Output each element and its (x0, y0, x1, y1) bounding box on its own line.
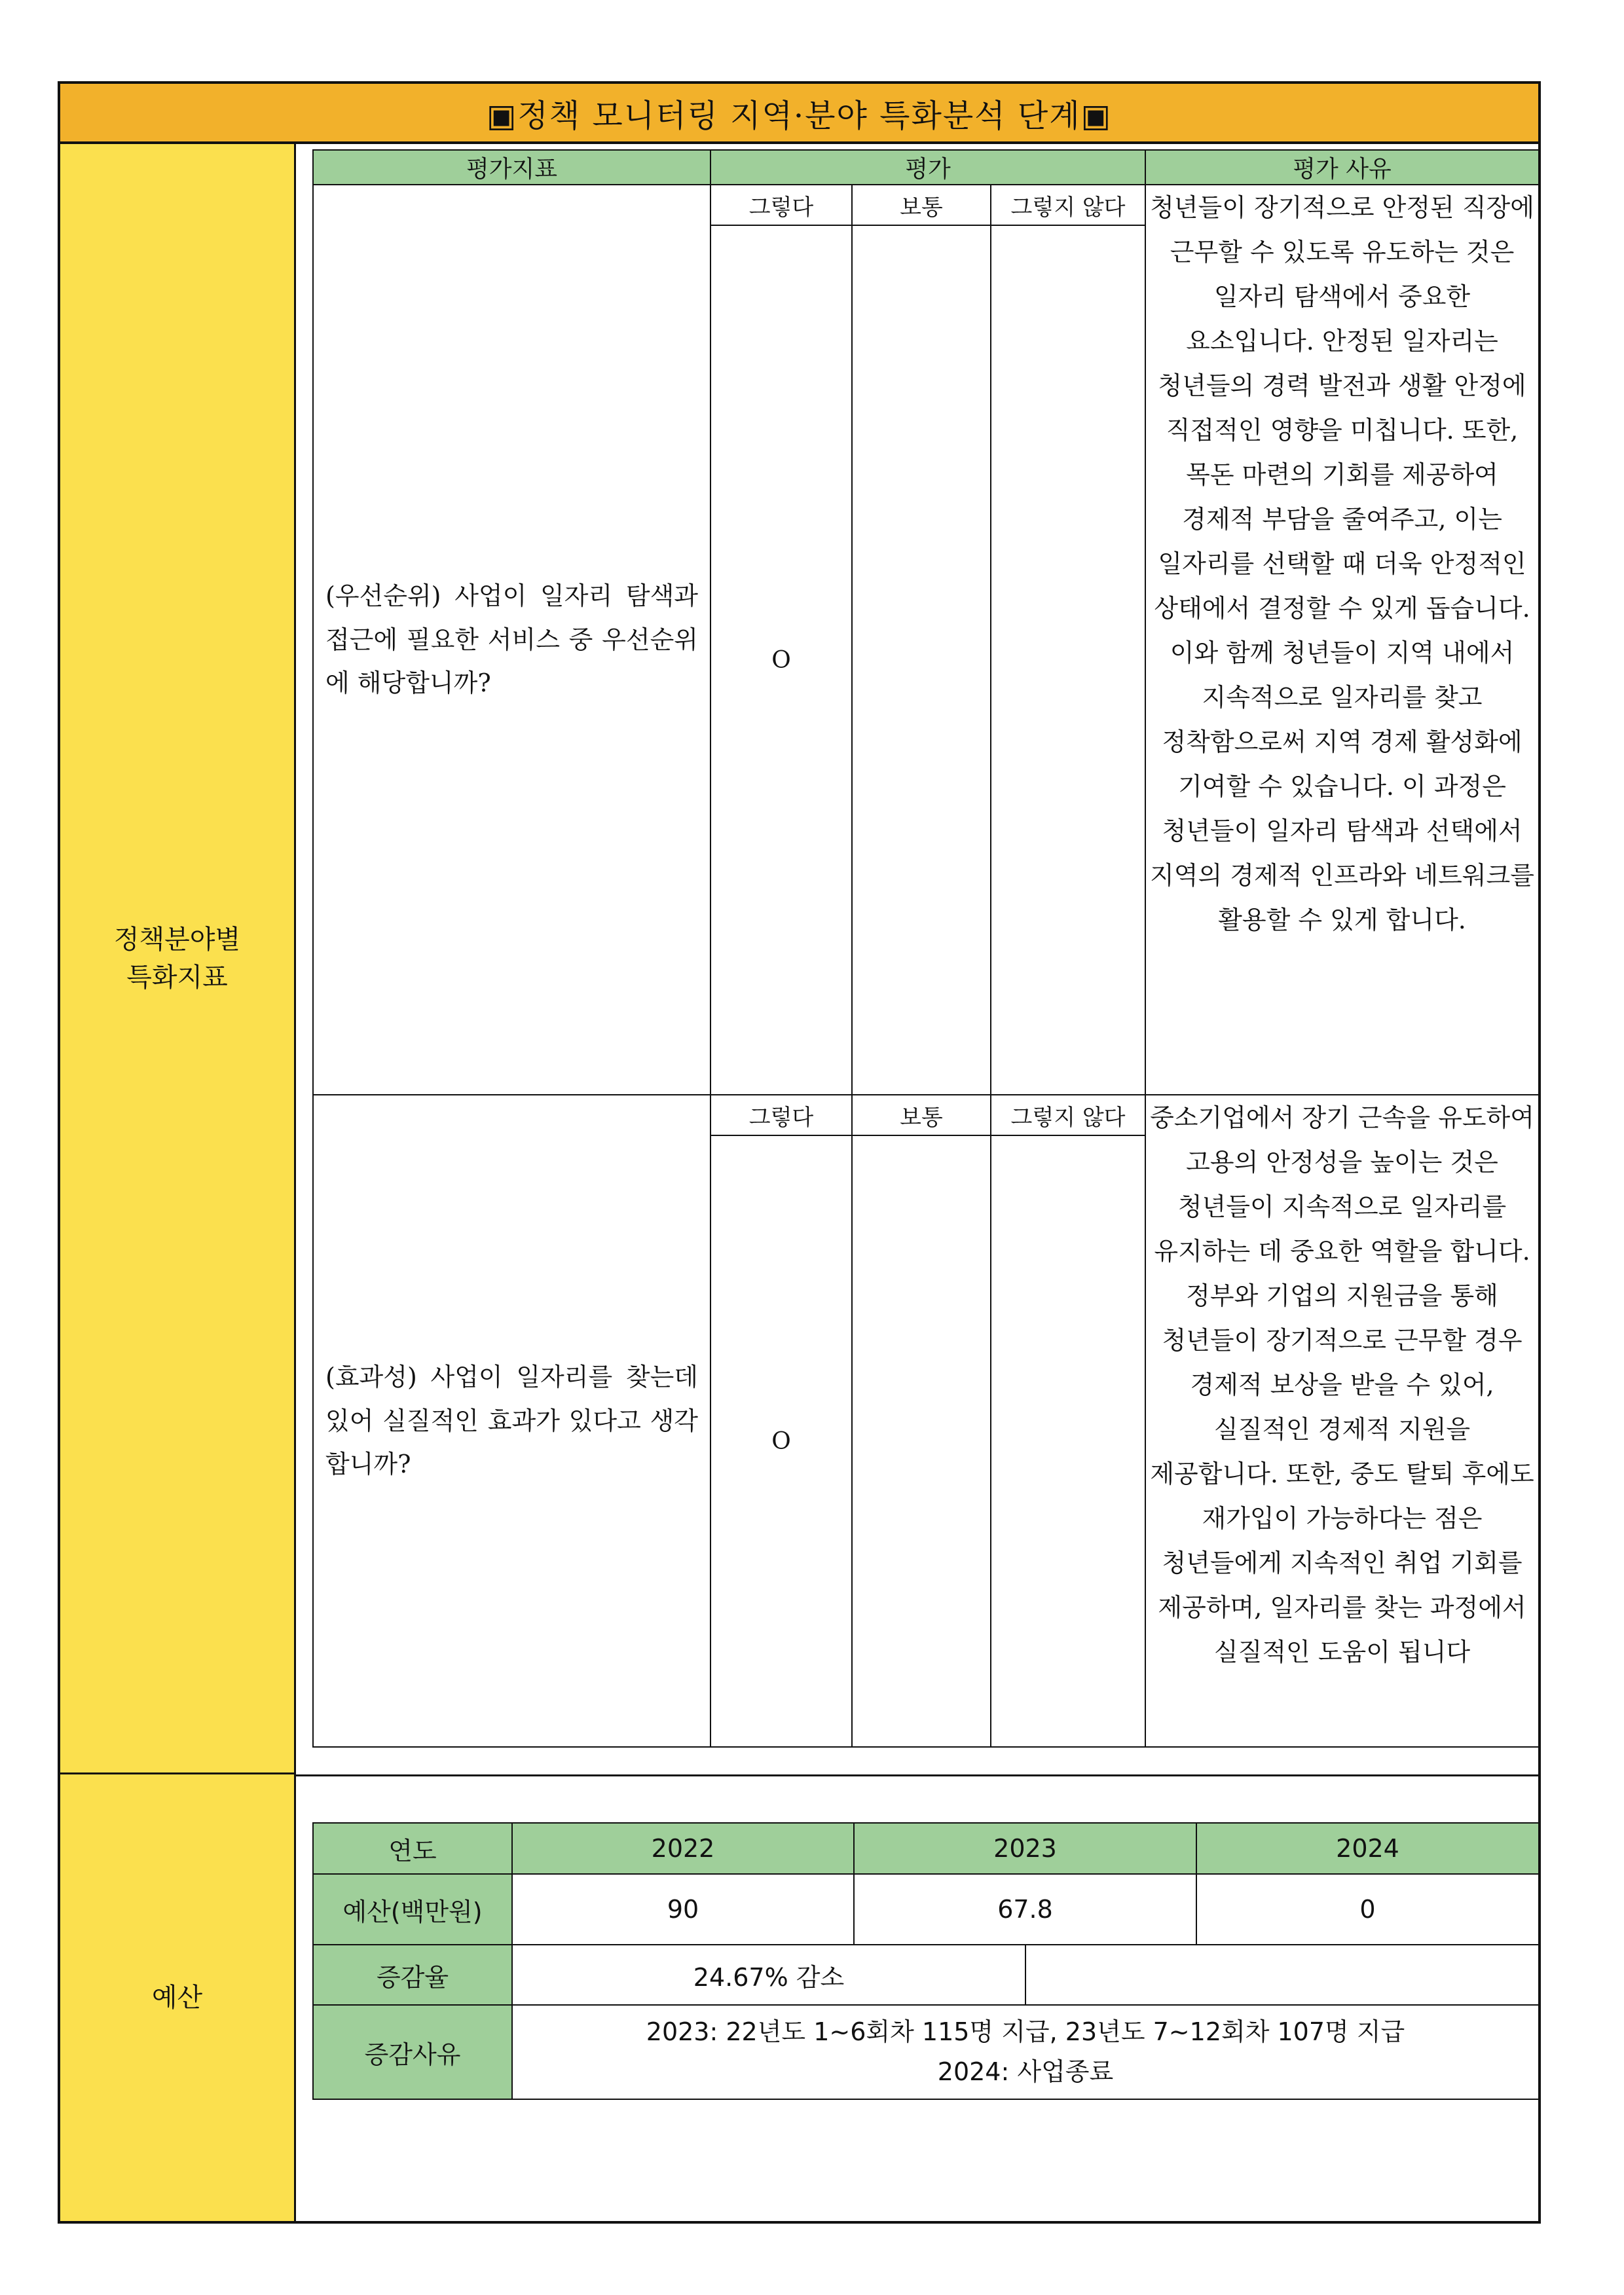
section-label-text: 정책분야별 특화지표 (113, 924, 241, 993)
document-frame (58, 81, 1541, 2224)
rate-row (313, 1945, 1539, 2005)
mark-yes: O (710, 1135, 852, 1747)
indicator-question: (효과성) 사업이 일자리를 찾는데 있어 실질적인 효과가 있다고 생각합니까? (313, 1095, 710, 1747)
header-evaluation: 평가 (710, 150, 1145, 185)
reason-row (313, 2005, 1539, 2099)
options-row (313, 1095, 1539, 1135)
options-row (313, 185, 1539, 225)
change-reason-label: 증감사유 (313, 2005, 512, 2099)
budget-2022: 90 (512, 1874, 854, 1945)
change-reason-value (512, 2005, 1539, 2099)
year-2024: 2024 (1196, 1823, 1539, 1874)
evaluation-table (312, 149, 1540, 1748)
evaluation-reason: 청년들이 장기적으로 안정된 직장에 근무할 수 있도록 유도하는 것은 일자리 탐색에서 중요한 요소입니다. 안정된 일자리는 청년들의 경력 발전과 생활 안정에 직접적인 영향을 미칩니다. 또한, 목돈 마련의 기회를 제공하여 경제적 부담을 줄여주고, 이는 일자리를 선택할 때 더욱 안정적인 상태에서 결정할 수 있게 돕습니다. 이와 함께 청년들이 지역 내에서 지속적으로 일자리를 찾고 정착함으로써 지역 경제 활성화에 기여할 수 있습니다. 이 과정은 청년들이 일자리 탐색과 선택에서 지역의 경제적 인프라와 네트워크를 활용할 수 있게 합니다. (1145, 185, 1539, 1095)
header-reason: 평가 사유 (1145, 150, 1539, 185)
mark-no (991, 225, 1145, 1095)
page-title: ▣정책 모니터링 지역·분야 특화분석 단계▣ (60, 84, 1538, 144)
table-header-row (313, 150, 1539, 185)
evaluation-reason: 중소기업에서 장기 근속을 유도하여 고용의 안정성을 높이는 것은 청년들이 지속적으로 일자리를 유지하는 데 중요한 역할을 합니다. 정부와 기업의 지원금을 통해 청년들이 장기적으로 근무할 경우 경제적 보상을 받을 수 있어, 실질적인 경제적 지원을 제공합니다. 또한, 중도 탈퇴 후에도 재가입이 가능하다는 점은 청년들에게 지속적인 취업 기회를 제공하며, 일자리를 찾는 과정에서 실질적인 도움이 됩니다 (1145, 1095, 1539, 1747)
section-divider (296, 1774, 1538, 1776)
section-label-budget (60, 1774, 296, 2221)
section-label-text: 예산 (151, 1983, 203, 2013)
mark-no (991, 1135, 1145, 1747)
budget-label: 예산(백만원) (313, 1874, 512, 1945)
section-label-specialized-indicators (60, 144, 296, 1774)
year-2023: 2023 (854, 1823, 1196, 1874)
option-no: 그렇지 않다 (991, 1095, 1145, 1135)
mark-yes: O (710, 225, 852, 1095)
year-label: 연도 (313, 1823, 512, 1874)
option-yes: 그렇다 (710, 185, 852, 225)
budget-table (312, 1822, 1540, 2100)
year-row (313, 1823, 1539, 1874)
change-reason-line: 2023: 22년도 1~6회차 115명 지급, 23년도 7~12회차 107명 지급 (646, 2017, 1405, 2047)
header-indicator: 평가지표 (313, 150, 710, 185)
option-yes: 그렇다 (710, 1095, 852, 1135)
change-reason-line: 2024: 사업종료 (937, 2057, 1114, 2086)
rate-value: 24.67% 감소 (512, 1945, 1025, 2005)
mark-neutral (852, 225, 991, 1095)
mark-neutral (852, 1135, 991, 1747)
year-2022: 2022 (512, 1823, 854, 1874)
budget-row (313, 1874, 1539, 1945)
option-no: 그렇지 않다 (991, 185, 1145, 225)
rate-label: 증감율 (313, 1945, 512, 2005)
indicator-question: (우선순위) 사업이 일자리 탐색과 접근에 필요한 서비스 중 우선순위에 해당합니까? (313, 185, 710, 1095)
rate-empty (1025, 1945, 1539, 2005)
option-neutral: 보통 (852, 185, 991, 225)
budget-2023: 67.8 (854, 1874, 1196, 1945)
budget-2024: 0 (1196, 1874, 1539, 1945)
option-neutral: 보통 (852, 1095, 991, 1135)
